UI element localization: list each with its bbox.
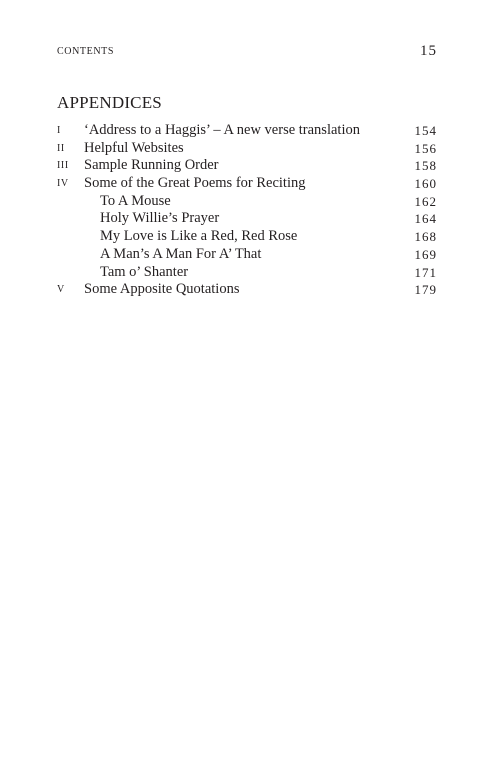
toc-entry-title: Some of the Great Poems for Reciting [84,175,306,192]
toc-entry-page: 158 [414,158,437,174]
toc-entry[interactable] [57,157,437,175]
toc-subentry-page: 169 [414,246,437,262]
toc-entry[interactable] [57,175,437,193]
toc-entry-page: 179 [414,282,437,298]
toc-subentry-page: 168 [414,229,437,245]
toc-entry-page: 160 [414,176,437,192]
toc-entry-title: Helpful Websites [84,139,184,156]
toc-subentry-title: To A Mouse [100,192,171,209]
toc-entry-title: Some Apposite Quotations [84,281,240,298]
toc-entry[interactable] [57,281,437,299]
toc-subentry-page: 171 [414,264,437,280]
page-number: 15 [420,43,437,59]
toc-subentry[interactable] [57,193,437,211]
toc-subentry-title: Holy Willie’s Prayer [100,210,220,227]
toc-subentry-title: A Man’s A Man For A’ That [100,245,262,262]
running-head-title: CONTENTS [57,46,115,57]
toc-entry-title: ‘Address to a Haggis’ – A new verse translation [84,122,360,138]
toc-subentry[interactable] [57,228,437,246]
toc-entry-numeral: II [57,142,65,154]
toc-entry-numeral: III [57,160,69,172]
toc-entry[interactable] [57,140,437,158]
running-head [57,43,437,62]
toc-entry-page: 154 [414,123,437,138]
toc-list [57,122,437,299]
toc-subentry[interactable] [57,264,437,282]
toc-entry[interactable] [57,122,437,140]
toc-entry-numeral: I [57,125,61,136]
toc-subentry-page: 164 [414,211,437,227]
toc-subentry-title: Tam o’ Shanter [100,263,189,280]
toc-subentry-title: My Love is Like a Red, Red Rose [100,228,298,245]
toc-entry-numeral: IV [57,178,69,190]
toc-entry-title: Sample Running Order [84,157,219,174]
toc-entry-numeral: V [57,284,65,296]
toc-subentry-page: 162 [414,193,437,209]
toc-entry-page: 156 [414,140,437,156]
section-title: APPENDICES [57,93,162,112]
toc-subentry[interactable] [57,210,437,228]
toc-subentry[interactable] [57,246,437,264]
